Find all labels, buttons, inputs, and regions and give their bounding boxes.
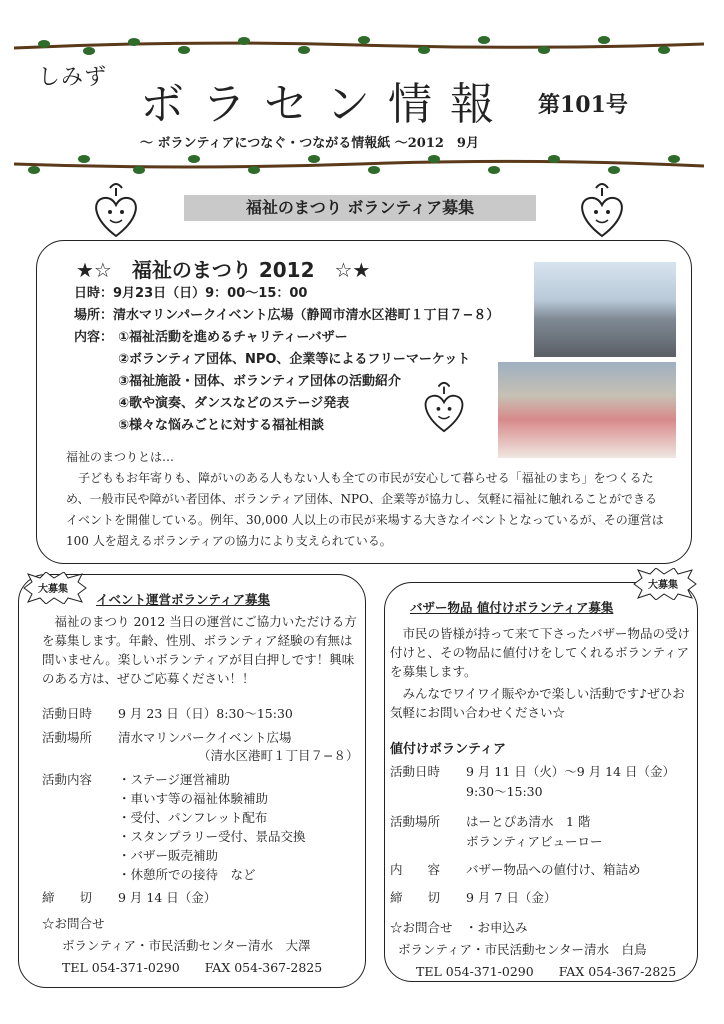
- heart-mascot-icon: [574, 180, 630, 240]
- festival-content-item: ①福祉活動を進めるチャリティーバザー: [118, 330, 348, 345]
- festival-content-item: ④歌や演奏、ダンスなどのステージ発表: [118, 396, 350, 411]
- label: 活動場所: [42, 730, 93, 745]
- value: 9:30～15:30: [466, 784, 543, 799]
- bazaar-volunteer-title: バザー物品 値付けボランティア募集: [410, 600, 614, 615]
- contact-title: ☆お問合せ ・お申込み: [390, 920, 528, 935]
- masthead-subtitle: ～ ボランティアにつなぐ・つながる情報紙 ～2012 9月: [140, 136, 479, 151]
- list-item: ・休憩所での接待 など: [118, 867, 256, 882]
- badge-label: 大募集: [648, 580, 678, 591]
- label: 活動日時: [42, 706, 93, 721]
- value: 9 月 23 日（日）8:30～15:30: [118, 706, 293, 721]
- banner-heading: 福祉のまつり ボランティア募集: [184, 195, 536, 221]
- list-item: ・バザー販売補助: [118, 848, 219, 863]
- label: 締 切: [42, 890, 93, 905]
- masthead-small-title: しみず: [38, 65, 108, 90]
- value: 9 月 11 日（火）～9 月 14 日（金）: [466, 764, 676, 779]
- label: 活動場所: [390, 814, 441, 829]
- list-item: ・ステージ運営補助: [118, 772, 231, 787]
- vine-border-bottom: [14, 154, 704, 176]
- bazaar-intro-2: みんなでワイワイ賑やかで楽しい活動です♪ぜひお気軽にお問い合わせください☆: [390, 686, 685, 720]
- list-item: ・受付、パンフレット配布: [118, 810, 268, 825]
- label: 活動日時: [390, 764, 441, 779]
- masthead-title: ボラセン情報: [140, 79, 512, 130]
- contact-org: ボランティア・市民活動センター清水 大澤: [62, 938, 311, 953]
- festival-content-item: ②ボランティア団体、NPO、企業等によるフリーマーケット: [118, 352, 471, 367]
- festival-place: 場所：清水マリンパークイベント広場（静岡市清水区港町１丁目７−８）: [74, 308, 500, 323]
- festival-stage-photo: [534, 262, 676, 357]
- label: 締 切: [390, 890, 441, 905]
- festival-content-label: 内容：: [74, 330, 114, 345]
- value: 清水マリンパークイベント広場: [118, 730, 292, 745]
- badge-label: 大募集: [38, 584, 68, 595]
- list-item: ・スタンプラリー受付、景品交換: [118, 829, 306, 844]
- sub-heading: 値付けボランティア: [390, 742, 506, 757]
- vine-border-top: [14, 36, 704, 58]
- value: 9 月 7 日（金）: [466, 890, 557, 905]
- contact-tel: TEL 054-371-0290 FAX 054-367-2825: [416, 964, 677, 979]
- value: ボランティアビューロー: [466, 834, 603, 849]
- festival-content-item: ③福祉施設・団体、ボランティア団体の活動紹介: [118, 374, 401, 389]
- label: 活動内容: [42, 772, 93, 787]
- event-volunteer-intro: 福祉のまつり 2012 当日の運営にご協力いただける方を募集します。年齢、性別、ボランティア経験の有無は問いません。楽しいボランティアが目白押しです！興味のある方は、ぜひご応募ください！！: [42, 614, 357, 686]
- heart-mascot-icon: [88, 180, 144, 240]
- contact-tel: TEL 054-371-0290 FAX 054-367-2825: [62, 960, 323, 975]
- event-volunteer-title: イベント運営ボランティア募集: [96, 592, 271, 607]
- value: バザー物品への値付け、箱詰め: [466, 862, 641, 877]
- about-title: 福祉のまつりとは…: [66, 450, 175, 464]
- value: 9 月 14 日（金）: [118, 890, 217, 905]
- festival-date: 日時：9月23日（日）9：00～15：00: [74, 286, 308, 301]
- about-body: 子どももお年寄りも、障がいのある人もない人も全ての市民が安心して暮らせる「福祉のまち」をつくるため、一般市民や障がい者団体、ボランティア団体、NPO、企業等が協力し、気軽に福祉に触れることができるイベントを開催している。例年、30,000 人以上の市民が来場する大きなイベントとなっているが、その運営は 100 人を超えるボランティアの協力により支えられている。: [66, 471, 664, 548]
- value: はーとぴあ清水 1 階: [466, 814, 591, 829]
- contact-title: ☆お問合せ: [42, 916, 105, 931]
- bazaar-intro: 市民の皆様が持って来て下さったバザー物品の受け付けと、その物品に値付けをしてくれるボランティアを募集します。: [390, 626, 691, 679]
- festival-content-item: ⑤様々な悩みごとに対する福祉相談: [118, 418, 325, 433]
- list-item: ・車いす等の福祉体験補助: [118, 791, 269, 806]
- value: （清水区港町１丁目７−８）: [198, 748, 359, 763]
- heart-mascot-icon: [418, 376, 470, 438]
- festival-venue-photo: [498, 362, 676, 458]
- issue-number: 第101号: [538, 92, 628, 118]
- festival-title: ★☆ 福祉のまつり 2012 ☆★: [76, 258, 371, 282]
- contact-org: ボランティア・市民活動センター清水 白鳥: [398, 942, 647, 957]
- label: 内 容: [390, 862, 441, 877]
